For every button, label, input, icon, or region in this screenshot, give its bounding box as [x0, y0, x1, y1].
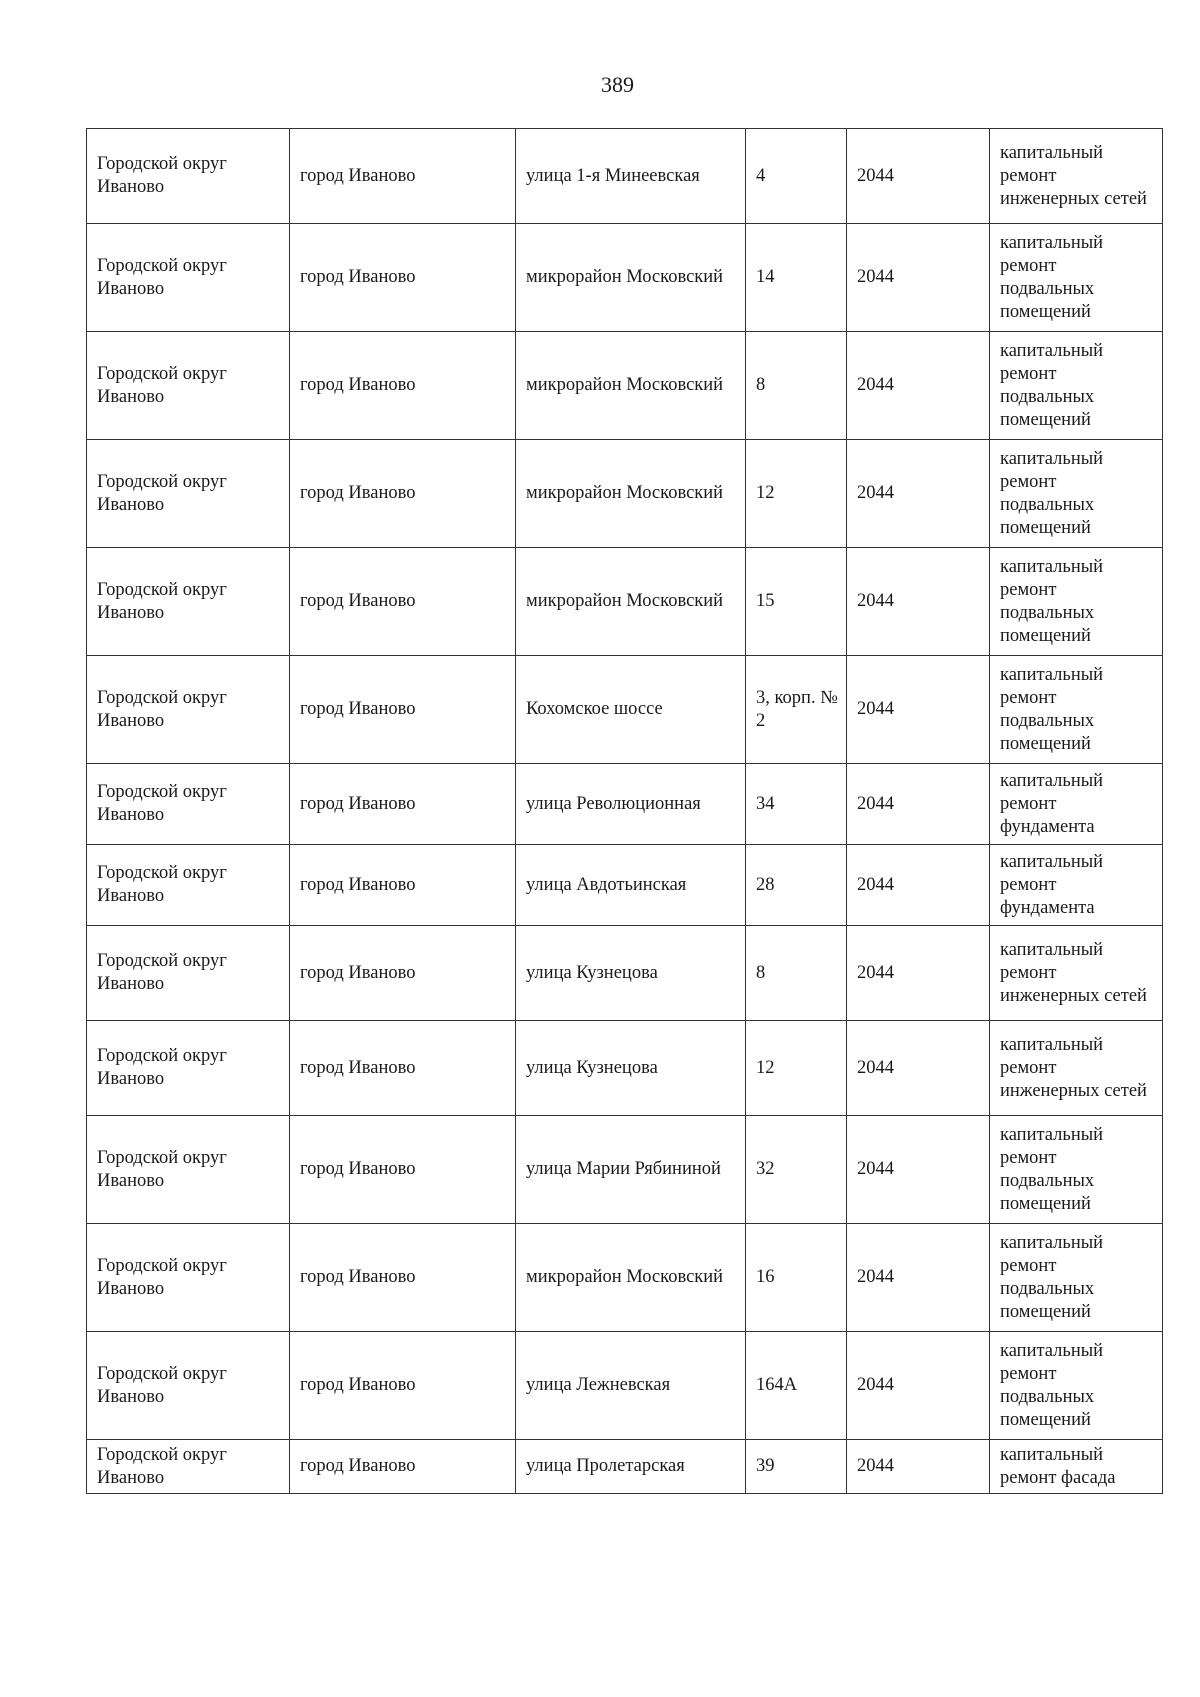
municipality-cell: Городской округ Иваново [87, 656, 290, 764]
year-cell: 2044 [847, 656, 990, 764]
year-cell: 2044 [847, 332, 990, 440]
street-cell: микрорайон Московский [516, 224, 746, 332]
street-cell: улица Кузнецова [516, 926, 746, 1021]
house-number-cell: 28 [746, 845, 847, 926]
settlement-cell: город Иваново [290, 764, 516, 845]
year-cell: 2044 [847, 1116, 990, 1224]
work-type-cell: капитальный ремонт фасада [990, 1440, 1163, 1494]
house-number-cell: 8 [746, 332, 847, 440]
street-cell: улица Авдотьинская [516, 845, 746, 926]
house-number-cell: 4 [746, 129, 847, 224]
municipality-cell: Городской округ Иваново [87, 845, 290, 926]
street-cell: Кохомское шоссе [516, 656, 746, 764]
street-cell: микрорайон Московский [516, 1224, 746, 1332]
table-row [87, 440, 1163, 548]
settlement-cell: город Иваново [290, 1116, 516, 1224]
street-cell: улица Пролетарская [516, 1440, 746, 1494]
work-type-cell: капитальный ремонт подвальных помещений [990, 656, 1163, 764]
municipality-cell: Городской округ Иваново [87, 1021, 290, 1116]
house-number-cell: 16 [746, 1224, 847, 1332]
table-row [87, 332, 1163, 440]
table-row [87, 1116, 1163, 1224]
table-row [87, 845, 1163, 926]
house-number-cell: 164А [746, 1332, 847, 1440]
year-cell: 2044 [847, 129, 990, 224]
house-number-cell: 15 [746, 548, 847, 656]
settlement-cell: город Иваново [290, 1021, 516, 1116]
work-type-cell: капитальный ремонт фундамента [990, 764, 1163, 845]
work-type-cell: капитальный ремонт подвальных помещений [990, 224, 1163, 332]
settlement-cell: город Иваново [290, 1332, 516, 1440]
work-type-cell: капитальный ремонт фундамента [990, 845, 1163, 926]
year-cell: 2044 [847, 224, 990, 332]
house-number-cell: 3, корп. № 2 [746, 656, 847, 764]
municipality-cell: Городской округ Иваново [87, 332, 290, 440]
street-cell: микрорайон Московский [516, 332, 746, 440]
municipality-cell: Городской округ Иваново [87, 440, 290, 548]
street-cell: улица Кузнецова [516, 1021, 746, 1116]
work-type-cell: капитальный ремонт подвальных помещений [990, 548, 1163, 656]
municipality-cell: Городской округ Иваново [87, 1224, 290, 1332]
municipality-cell: Городской округ Иваново [87, 764, 290, 845]
house-number-cell: 12 [746, 1021, 847, 1116]
house-number-cell: 8 [746, 926, 847, 1021]
work-type-cell: капитальный ремонт подвальных помещений [990, 1224, 1163, 1332]
street-cell: микрорайон Московский [516, 440, 746, 548]
settlement-cell: город Иваново [290, 440, 516, 548]
table-row [87, 656, 1163, 764]
street-cell: микрорайон Московский [516, 548, 746, 656]
table-row [87, 764, 1163, 845]
year-cell: 2044 [847, 440, 990, 548]
municipality-cell: Городской округ Иваново [87, 224, 290, 332]
street-cell: улица 1-я Минеевская [516, 129, 746, 224]
table-row [87, 1440, 1163, 1494]
settlement-cell: город Иваново [290, 845, 516, 926]
municipality-cell: Городской округ Иваново [87, 1332, 290, 1440]
house-number-cell: 12 [746, 440, 847, 548]
settlement-cell: город Иваново [290, 129, 516, 224]
street-cell: улица Революционная [516, 764, 746, 845]
work-type-cell: капитальный ремонт инженерных сетей [990, 1021, 1163, 1116]
municipality-cell: Городской округ Иваново [87, 926, 290, 1021]
settlement-cell: город Иваново [290, 1440, 516, 1494]
year-cell: 2044 [847, 1440, 990, 1494]
work-type-cell: капитальный ремонт подвальных помещений [990, 440, 1163, 548]
settlement-cell: город Иваново [290, 224, 516, 332]
work-type-cell: капитальный ремонт подвальных помещений [990, 1332, 1163, 1440]
municipality-cell: Городской округ Иваново [87, 1440, 290, 1494]
year-cell: 2044 [847, 764, 990, 845]
work-type-cell: капитальный ремонт инженерных сетей [990, 926, 1163, 1021]
year-cell: 2044 [847, 548, 990, 656]
street-cell: улица Лежневская [516, 1332, 746, 1440]
table-row [87, 224, 1163, 332]
table-row [87, 129, 1163, 224]
municipality-cell: Городской округ Иваново [87, 129, 290, 224]
street-cell: улица Марии Рябининой [516, 1116, 746, 1224]
table-row [87, 1332, 1163, 1440]
work-type-cell: капитальный ремонт подвальных помещений [990, 332, 1163, 440]
repair-schedule-table [86, 128, 1163, 1494]
settlement-cell: город Иваново [290, 548, 516, 656]
settlement-cell: город Иваново [290, 926, 516, 1021]
house-number-cell: 39 [746, 1440, 847, 1494]
year-cell: 2044 [847, 1332, 990, 1440]
table-row [87, 1021, 1163, 1116]
house-number-cell: 34 [746, 764, 847, 845]
year-cell: 2044 [847, 1224, 990, 1332]
work-type-cell: капитальный ремонт инженерных сетей [990, 129, 1163, 224]
table-row [87, 926, 1163, 1021]
table-row [87, 1224, 1163, 1332]
work-type-cell: капитальный ремонт подвальных помещений [990, 1116, 1163, 1224]
table-body [87, 129, 1163, 1494]
page-number: 389 [601, 72, 634, 97]
house-number-cell: 32 [746, 1116, 847, 1224]
settlement-cell: город Иваново [290, 1224, 516, 1332]
year-cell: 2044 [847, 1021, 990, 1116]
settlement-cell: город Иваново [290, 332, 516, 440]
table-row [87, 548, 1163, 656]
year-cell: 2044 [847, 926, 990, 1021]
settlement-cell: город Иваново [290, 656, 516, 764]
house-number-cell: 14 [746, 224, 847, 332]
municipality-cell: Городской округ Иваново [87, 1116, 290, 1224]
municipality-cell: Городской округ Иваново [87, 548, 290, 656]
year-cell: 2044 [847, 845, 990, 926]
